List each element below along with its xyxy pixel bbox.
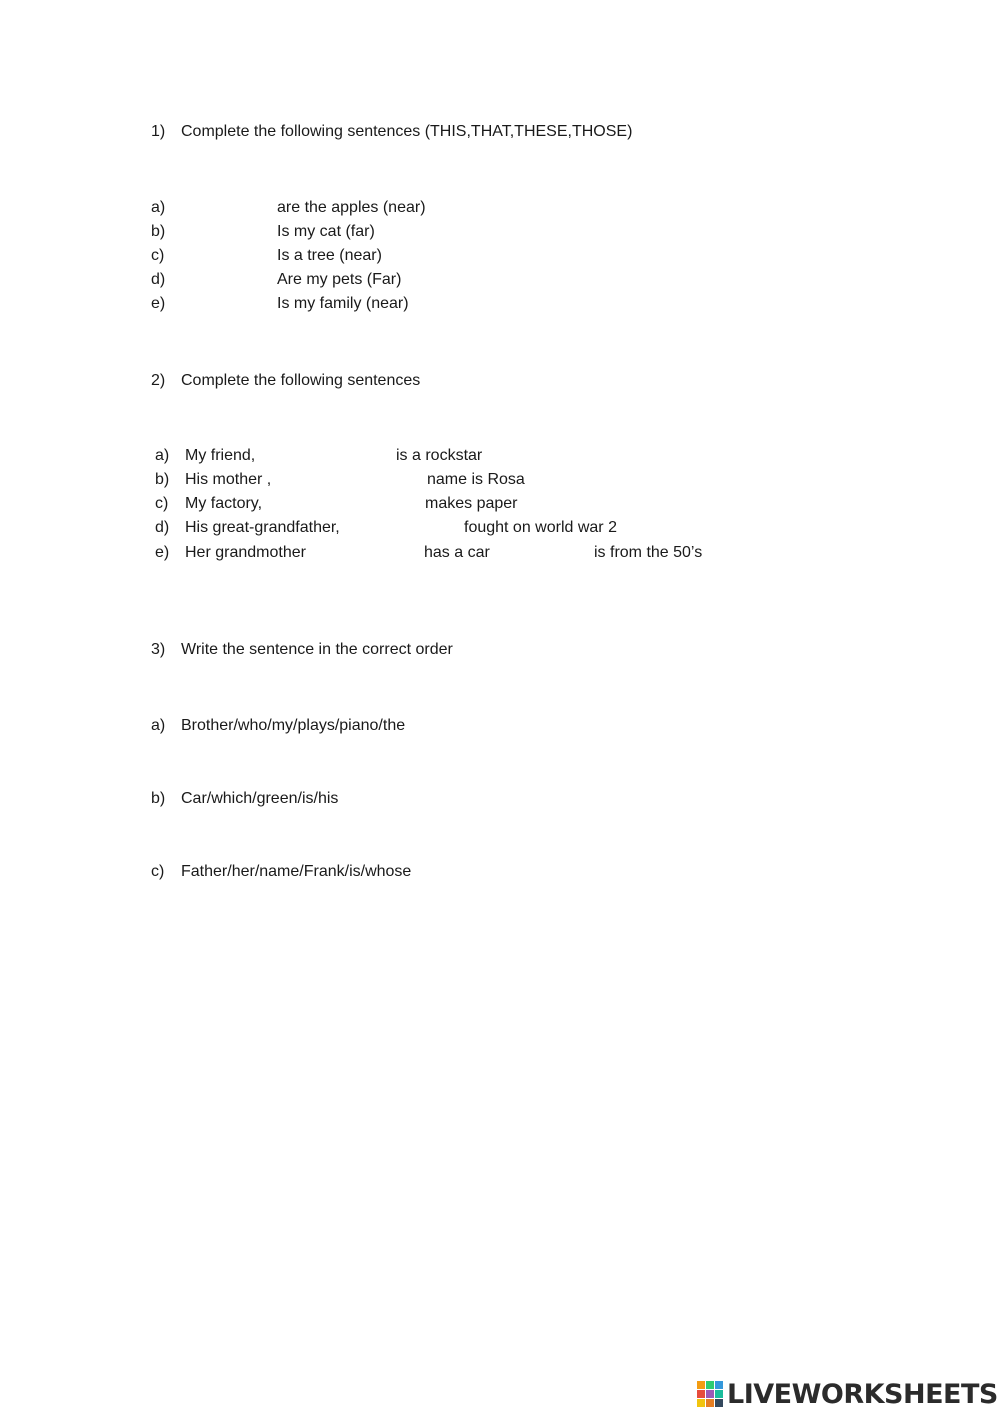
item-letter: d) <box>151 271 166 288</box>
item-text: Car/which/green/is/his <box>181 790 339 807</box>
item-letter: b) <box>151 790 166 807</box>
liveworksheets-logo <box>697 1380 998 1408</box>
item-text: Brother/who/my/plays/piano/the <box>181 717 406 734</box>
section2-instruction: Complete the following sentences <box>181 372 421 389</box>
item-start: His mother , <box>185 471 272 488</box>
section1-number: 1) <box>151 123 166 140</box>
item-letter: d) <box>155 519 170 536</box>
logo-icon-square <box>706 1381 714 1389</box>
section3-number: 3) <box>151 641 166 658</box>
item-start: Her grandmother <box>185 544 306 561</box>
item-letter: e) <box>155 544 170 561</box>
item-letter: e) <box>151 295 166 312</box>
item-letter: a) <box>151 199 166 216</box>
item-text: Is my cat (far) <box>277 223 375 240</box>
item-letter: c) <box>151 863 165 880</box>
item-letter: a) <box>155 447 170 464</box>
item-mid: fought on world war 2 <box>464 519 617 536</box>
item-mid: is a rockstar <box>396 447 483 464</box>
item-text: Is a tree (near) <box>277 247 382 264</box>
item-mid: name is Rosa <box>427 471 525 488</box>
logo-icon-square <box>697 1390 705 1398</box>
item-start: His great-grandfather, <box>185 519 340 536</box>
section2-number: 2) <box>151 372 166 389</box>
item-end: is from the 50’s <box>594 544 703 561</box>
item-letter: c) <box>155 495 169 512</box>
item-text: are the apples (near) <box>277 199 426 216</box>
section3-instruction: Write the sentence in the correct order <box>181 641 453 658</box>
item-letter: b) <box>155 471 170 488</box>
logo-icon-square <box>715 1399 723 1407</box>
item-text: Is my family (near) <box>277 295 409 312</box>
logo-icon-square <box>706 1390 714 1398</box>
item-text: Father/her/name/Frank/is/whose <box>181 863 412 880</box>
item-text: Are my pets (Far) <box>277 271 402 288</box>
item-letter: b) <box>151 223 166 240</box>
logo-icon-square <box>715 1390 723 1398</box>
item-mid: has a car <box>424 544 490 561</box>
logo-icon-square <box>697 1399 705 1407</box>
item-mid: makes paper <box>425 495 518 512</box>
logo-icon-square <box>697 1381 705 1389</box>
logo-icon-square <box>715 1381 723 1389</box>
item-letter: c) <box>151 247 165 264</box>
item-start: My factory, <box>185 495 263 512</box>
item-letter: a) <box>151 717 166 734</box>
item-start: My friend, <box>185 447 256 464</box>
logo-icon-square <box>706 1399 714 1407</box>
logo-text: LIVEWORKSHEETS <box>727 1378 998 1410</box>
liveworksheets-logo-icon <box>697 1381 723 1407</box>
section1-instruction: Complete the following sentences (THIS,THAT,THESE,THOSE) <box>181 123 633 140</box>
